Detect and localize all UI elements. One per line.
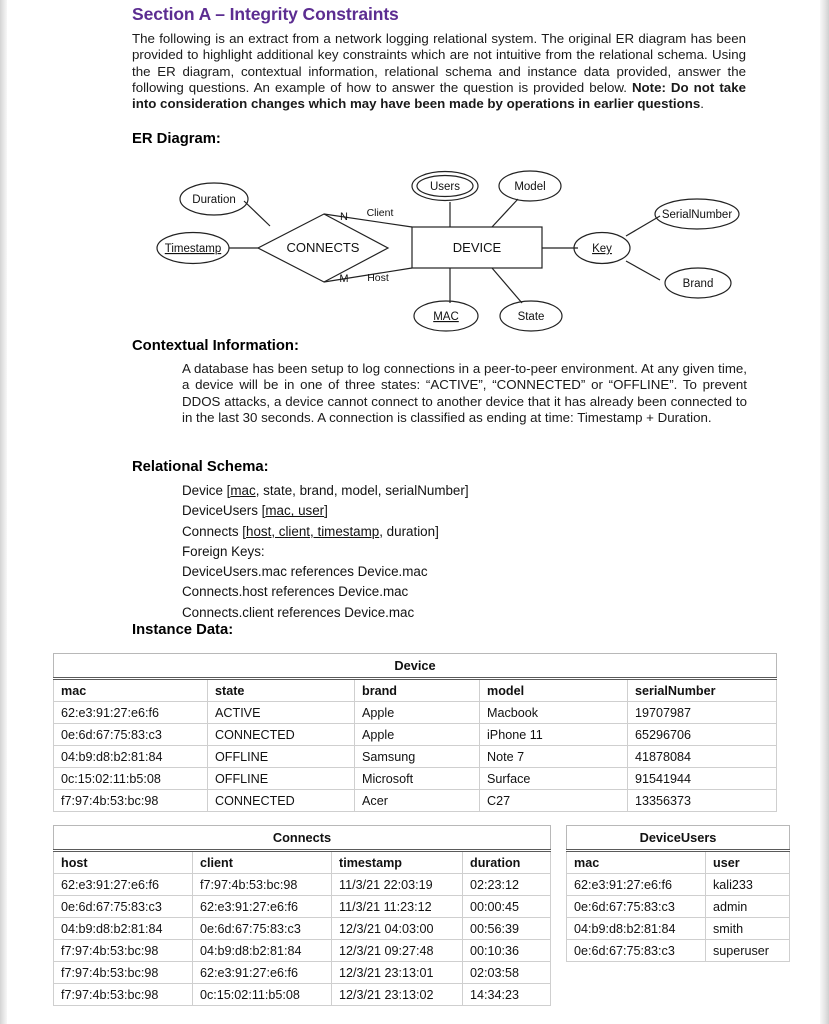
- attr-model-label: Model: [514, 181, 546, 193]
- table-cell: Surface: [480, 768, 628, 790]
- column-header: model: [480, 679, 628, 702]
- line-device-model: [492, 199, 518, 227]
- schema-line-prefix: DeviceUsers [: [182, 503, 266, 519]
- table-cell: Samsung: [355, 746, 480, 768]
- device-entity-label: DEVICE: [452, 240, 502, 255]
- table-cell: 0c:15:02:11:b5:08: [193, 984, 332, 1006]
- table-row: [54, 984, 551, 1006]
- table-header-row: [54, 679, 777, 702]
- intro-paragraph: [132, 31, 746, 112]
- table-cell: CONNECTED: [208, 790, 355, 812]
- attr-users-label: Users: [429, 181, 461, 193]
- table-cell: 00:00:45: [463, 896, 551, 918]
- schema-line-prefix: Foreign Keys:: [182, 543, 265, 559]
- contextual-information-body: A database has been setup to log connections in a peer-to-peer environment. At any given time, a device will be in one of three states: “ACTIVE”, “CONNECTED” or “OFFLINE”. To prevent DDOS attacks, a device cannot connect to another device that it has already been connected to in the last 30 seconds. A connection is classified as ending at time: Timestamp + Duration.: [182, 361, 747, 426]
- table-cell: 0e:6d:67:75:83:c3: [193, 918, 332, 940]
- table-cell: Apple: [355, 702, 480, 724]
- column-header: user: [706, 851, 790, 874]
- table-header-row: [54, 851, 551, 874]
- schema-line-key: mac: [230, 483, 256, 498]
- table-cell: Acer: [355, 790, 480, 812]
- attr-state-label: State: [517, 311, 545, 323]
- table-cell: 04:b9:d8:b2:81:84: [567, 918, 706, 940]
- table-cell: Microsoft: [355, 768, 480, 790]
- column-header: state: [208, 679, 355, 702]
- table-cell: 91541944: [628, 768, 777, 790]
- column-header: mac: [54, 679, 208, 702]
- schema-line-suffix: ]: [324, 503, 328, 519]
- device-table: [53, 653, 777, 812]
- device-users-table-caption: DeviceUsers: [566, 825, 790, 849]
- table-cell: 0e:6d:67:75:83:c3: [54, 896, 193, 918]
- schema-line: [182, 542, 682, 562]
- intro-text-part1: The following is an extract from a network logging relational system. The original ER diagram has been provided to highlight additional key constraints which are not intuitive from the relational schema. Using the ER diagram, contextual information, relational schema and instance data provided, answer the following questions. An example of how to answer the question is provided below.: [132, 31, 746, 95]
- table-row: [567, 896, 790, 918]
- table-cell: 65296706: [628, 724, 777, 746]
- er-diagram: [140, 158, 740, 338]
- table-cell: 62:e3:91:27:e6:f6: [193, 962, 332, 984]
- device-table-container: [53, 653, 776, 812]
- table-cell: 02:03:58: [463, 962, 551, 984]
- table-cell: 00:56:39: [463, 918, 551, 940]
- schema-line: [182, 522, 682, 542]
- intro-text-part2: .: [700, 96, 704, 112]
- connects-table-body: [54, 874, 551, 1006]
- table-cell: f7:97:4b:53:bc:98: [54, 790, 208, 812]
- schema-line-prefix: Connects [: [182, 523, 247, 539]
- connects-table-head: [54, 851, 551, 874]
- table-cell: f7:97:4b:53:bc:98: [54, 984, 193, 1006]
- table-cell: f7:97:4b:53:bc:98: [54, 962, 193, 984]
- table-cell: 00:10:36: [463, 940, 551, 962]
- table-cell: 12/3/21 04:03:00: [332, 918, 463, 940]
- page-right-edge: [820, 0, 829, 1024]
- table-row: [567, 940, 790, 962]
- heading-contextual-information: Contextual Information:: [132, 338, 299, 354]
- line-key-serialnumber: [626, 216, 660, 236]
- table-cell: 0c:15:02:11:b5:08: [54, 768, 208, 790]
- table-cell: 0e:6d:67:75:83:c3: [54, 724, 208, 746]
- table-cell: superuser: [706, 940, 790, 962]
- table-row: [54, 746, 777, 768]
- connects-table: [53, 825, 551, 1006]
- table-cell: Note 7: [480, 746, 628, 768]
- table-cell: 04:b9:d8:b2:81:84: [54, 746, 208, 768]
- column-header: mac: [567, 851, 706, 874]
- table-cell: admin: [706, 896, 790, 918]
- table-cell: OFFLINE: [208, 768, 355, 790]
- column-header: serialNumber: [628, 679, 777, 702]
- schema-line: [182, 501, 682, 521]
- device-users-table-head: [567, 851, 790, 874]
- device-table-caption: Device: [53, 653, 777, 677]
- heading-er-diagram: ER Diagram:: [132, 131, 221, 147]
- table-cell: CONNECTED: [208, 724, 355, 746]
- table-cell: 13356373: [628, 790, 777, 812]
- table-cell: f7:97:4b:53:bc:98: [193, 874, 332, 896]
- schema-line-key: mac, user: [265, 503, 325, 519]
- table-row: [54, 768, 777, 790]
- column-header: duration: [463, 851, 551, 874]
- device-users-table: [566, 825, 790, 962]
- role-client-label: Client: [366, 207, 394, 219]
- table-cell: 62:e3:91:27:e6:f6: [54, 874, 193, 896]
- device-users-table-container: [566, 825, 789, 962]
- table-cell: OFFLINE: [208, 746, 355, 768]
- page-left-edge: [0, 0, 7, 1024]
- column-header: client: [193, 851, 332, 874]
- attr-duration-label: Duration: [192, 194, 236, 206]
- schema-line-key: host, client, timestamp: [246, 523, 380, 539]
- schema-line-prefix: Connects.client references Device.mac: [182, 604, 415, 620]
- table-header-row: [567, 851, 790, 874]
- table-row: [54, 874, 551, 896]
- table-cell: 11/3/21 22:03:19: [332, 874, 463, 896]
- attr-mac-label: MAC: [433, 311, 459, 323]
- table-row: [567, 918, 790, 940]
- device-table-body: [54, 702, 777, 812]
- table-cell: Macbook: [480, 702, 628, 724]
- table-cell: 19707987: [628, 702, 777, 724]
- table-row: [54, 940, 551, 962]
- table-cell: 04:b9:d8:b2:81:84: [193, 940, 332, 962]
- table-row: [54, 724, 777, 746]
- table-cell: 0e:6d:67:75:83:c3: [567, 896, 706, 918]
- table-cell: 14:34:23: [463, 984, 551, 1006]
- table-cell: 12/3/21 23:13:02: [332, 984, 463, 1006]
- schema-line-prefix: Device [: [182, 483, 231, 498]
- table-cell: 12/3/21 23:13:01: [332, 962, 463, 984]
- schema-line: [182, 562, 682, 582]
- cardinality-m-label: M: [339, 273, 349, 285]
- column-header: brand: [355, 679, 480, 702]
- schema-line-prefix: DeviceUsers.mac references Device.mac: [182, 564, 428, 580]
- table-cell: kali233: [706, 874, 790, 896]
- line-duration-connects: [244, 201, 270, 226]
- table-cell: f7:97:4b:53:bc:98: [54, 940, 193, 962]
- table-cell: 04:b9:d8:b2:81:84: [54, 918, 193, 940]
- table-row: [54, 896, 551, 918]
- table-cell: 11/3/21 11:23:12: [332, 896, 463, 918]
- cardinality-n-label: N: [340, 211, 348, 223]
- attr-brand-label: Brand: [682, 278, 714, 290]
- line-key-brand: [626, 261, 660, 280]
- table-cell: smith: [706, 918, 790, 940]
- table-cell: iPhone 11: [480, 724, 628, 746]
- line-device-state: [492, 268, 522, 303]
- heading-relational-schema: Relational Schema:: [132, 459, 269, 475]
- attr-serialnumber-label: SerialNumber: [661, 209, 733, 221]
- role-host-label: Host: [367, 272, 389, 284]
- table-cell: ACTIVE: [208, 702, 355, 724]
- table-cell: 0e:6d:67:75:83:c3: [567, 940, 706, 962]
- device-table-head: [54, 679, 777, 702]
- page-title: Section A – Integrity Constraints: [132, 4, 399, 24]
- schema-line: [182, 582, 682, 602]
- schema-line: [182, 603, 682, 623]
- attr-timestamp-label: Timestamp: [164, 243, 222, 255]
- table-cell: 62:e3:91:27:e6:f6: [54, 702, 208, 724]
- connects-table-caption: Connects: [53, 825, 551, 849]
- connects-table-container: [53, 825, 550, 1006]
- table-row: [567, 874, 790, 896]
- column-header: host: [54, 851, 193, 874]
- table-cell: Apple: [355, 724, 480, 746]
- table-row: [54, 702, 777, 724]
- intro-note-bold: Note: Do not take into consideration changes which may have been made by operations in earlier questions: [132, 79, 746, 112]
- table-row: [54, 790, 777, 812]
- connects-relationship-label: CONNECTS: [286, 240, 360, 255]
- table-cell: C27: [480, 790, 628, 812]
- table-cell: 41878084: [628, 746, 777, 768]
- device-users-table-body: [567, 874, 790, 962]
- heading-instance-data: Instance Data:: [132, 622, 234, 638]
- table-row: [54, 918, 551, 940]
- schema-line-suffix: , state, brand, model, serialNumber]: [255, 483, 469, 498]
- table-cell: 62:e3:91:27:e6:f6: [567, 874, 706, 896]
- table-cell: 02:23:12: [463, 874, 551, 896]
- schema-line-prefix: Connects.host references Device.mac: [182, 584, 409, 600]
- relational-schema-list: [182, 481, 682, 623]
- table-cell: 12/3/21 09:27:48: [332, 940, 463, 962]
- schema-line-suffix: , duration]: [379, 523, 439, 539]
- table-cell: 62:e3:91:27:e6:f6: [193, 896, 332, 918]
- column-header: timestamp: [332, 851, 463, 874]
- table-row: [54, 962, 551, 984]
- attr-key-label: Key: [592, 243, 612, 255]
- schema-line: [182, 481, 682, 501]
